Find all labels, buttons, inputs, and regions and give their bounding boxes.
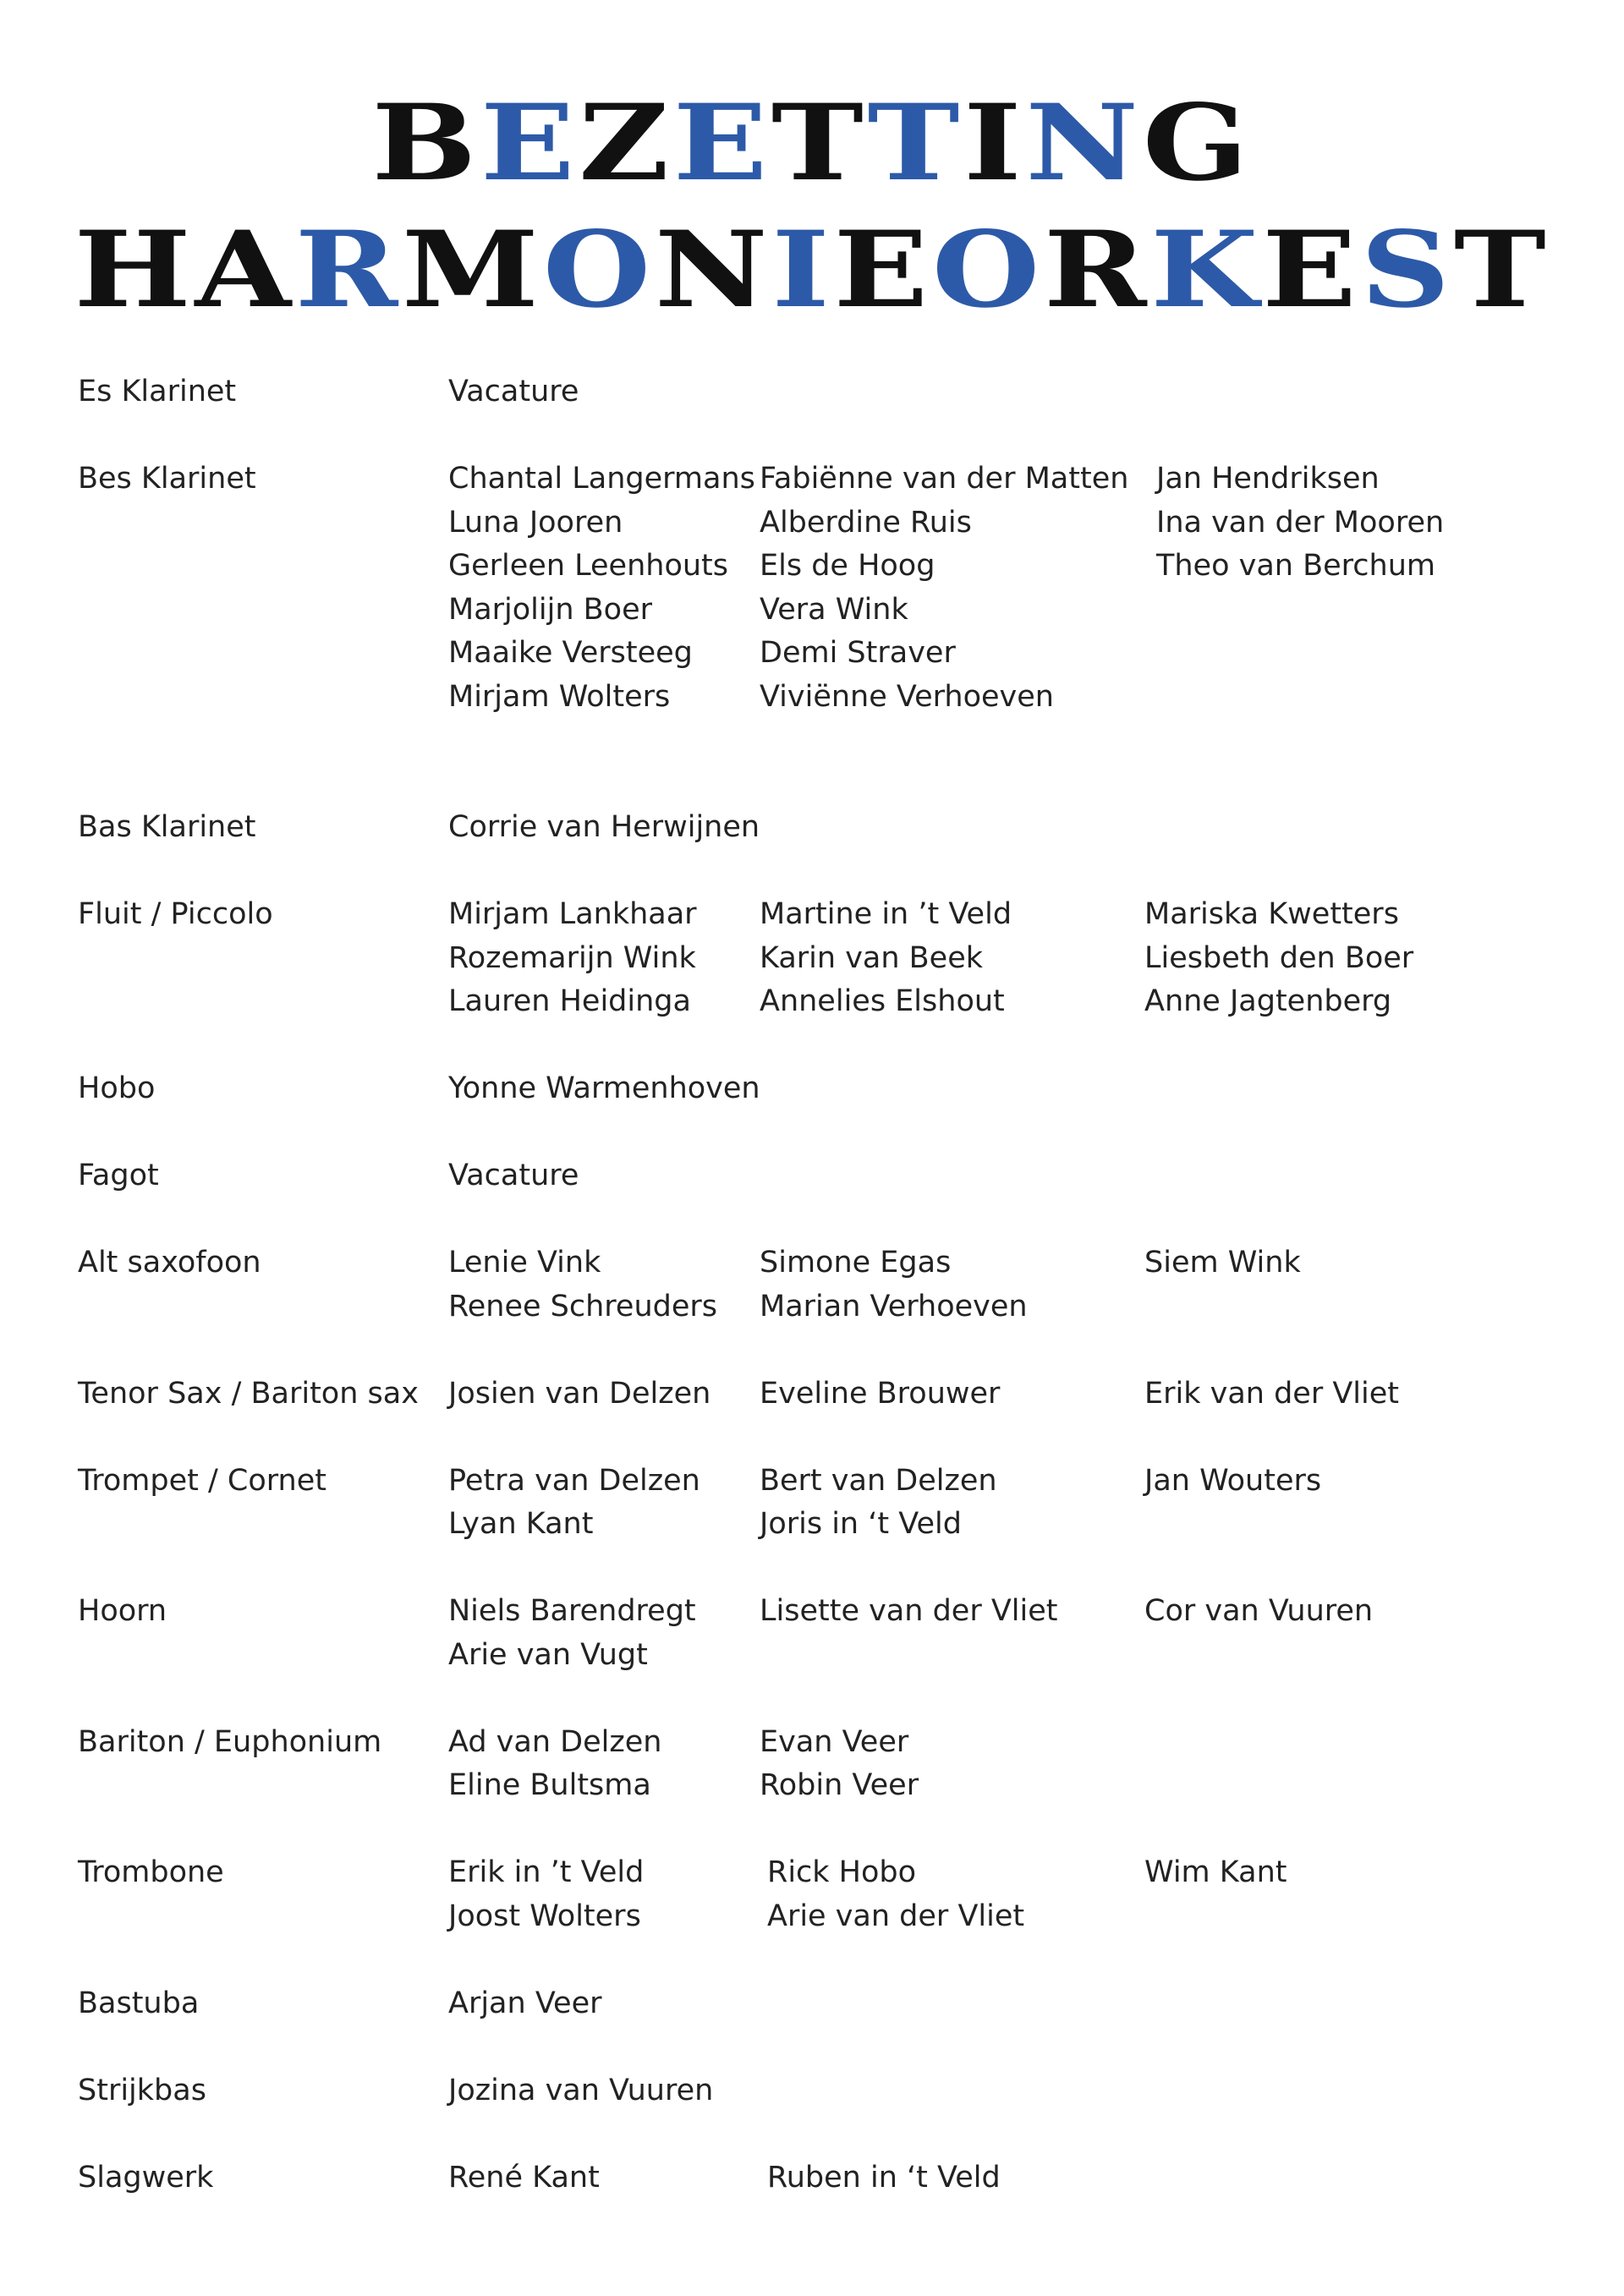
section-tenor-bariton-sax: [78, 1373, 1566, 1417]
member-name: Ruben in ‘t Veld: [767, 2160, 1001, 2195]
member-name: Maaike Versteeg: [448, 636, 693, 670]
member-name: Gerleen Leenhouts: [448, 549, 729, 583]
title-letter: H: [74, 209, 195, 332]
instrument-label: Alt saxofoon: [78, 1246, 261, 1280]
title-letter: T: [771, 82, 868, 205]
instrument-label: Bariton / Euphonium: [78, 1724, 382, 1759]
title-letter: O: [542, 209, 655, 332]
section-alt-saxofoon: [78, 1241, 1566, 1329]
member-column: [760, 1721, 1144, 1808]
member-name: Robin Veer: [760, 1768, 919, 1802]
member-column: [1144, 1241, 1483, 1285]
member-name: Anne Jagtenberg: [1144, 984, 1392, 1018]
member-name: Rozemarijn Wink: [448, 940, 696, 975]
member-name: Arie van der Vliet: [767, 1899, 1025, 1933]
member-name: Erik van der Vliet: [1144, 1376, 1400, 1411]
member-name: Corrie van Herwijnen: [448, 810, 760, 844]
member-column: [1144, 1590, 1483, 1634]
member-name: Yonne Warmenhoven: [448, 1071, 760, 1105]
member-column: [448, 1154, 760, 1198]
member-column: [1144, 893, 1483, 1024]
member-name: Lenie Vink: [448, 1246, 601, 1280]
title-letter: E: [480, 82, 579, 205]
instrument-label: Fluit / Piccolo: [78, 897, 273, 931]
title-letter: O: [931, 209, 1044, 332]
member-column: [448, 458, 760, 719]
instrument-label: Es Klarinet: [78, 375, 237, 408]
member-name: Martine in ’t Veld: [760, 897, 1012, 931]
member-name: Petra van Delzen: [448, 1463, 700, 1498]
instrument-label: Strijkbas: [78, 2073, 206, 2107]
member-name: Wim Kant: [1144, 1855, 1287, 1889]
member-name: Demi Straver: [760, 636, 956, 670]
member-column: [760, 458, 1156, 719]
title-letter: S: [1360, 209, 1454, 332]
member-column: [448, 1590, 760, 1677]
member-name: Luna Jooren: [448, 505, 623, 540]
instrument-label: Bas Klarinet: [78, 810, 256, 844]
member-column: [760, 1241, 1144, 1329]
title-letter: R: [1043, 209, 1151, 332]
roster: [78, 370, 1566, 2244]
member-name: Arjan Veer: [448, 1986, 602, 2020]
title-letter: I: [963, 82, 1026, 205]
section-hobo: [78, 1067, 1566, 1111]
member-column: [448, 806, 760, 850]
section-trombone: [78, 1851, 1566, 1938]
member-name: Siem Wink: [1144, 1246, 1301, 1280]
member-name: Mariska Kwetters: [1144, 897, 1399, 931]
section-bariton-euphonium: [78, 1721, 1566, 1808]
member-name: Chantal Langermans: [448, 462, 755, 496]
member-column: [448, 1982, 760, 2026]
page-title: [0, 80, 1624, 334]
member-name: Jozina van Vuuren: [448, 2073, 714, 2107]
title-letter: M: [402, 209, 543, 332]
member-column: [760, 2156, 1144, 2200]
member-name: Fabiënne van der Matten: [760, 462, 1129, 496]
member-name: Ina van der Mooren: [1156, 505, 1445, 540]
member-column: [1144, 1851, 1483, 1895]
member-name: Eveline Brouwer: [760, 1376, 1001, 1411]
member-name: Karin van Beek: [760, 940, 984, 975]
title-line-1: [0, 80, 1624, 207]
title-letter: K: [1150, 209, 1263, 332]
member-name: Jan Hendriksen: [1156, 462, 1380, 496]
title-letter: Z: [579, 82, 673, 205]
member-name: Cor van Vuuren: [1144, 1594, 1374, 1628]
member-name: Josien van Delzen: [448, 1376, 711, 1411]
member-name: Mirjam Wolters: [448, 679, 671, 714]
member-name: Vacature: [448, 1159, 579, 1192]
member-name: Eline Bultsma: [448, 1768, 651, 1802]
section-trompet-cornet: [78, 1460, 1566, 1547]
title-letter: I: [771, 209, 834, 332]
member-name: Mirjam Lankhaar: [448, 897, 697, 931]
member-name: Vacature: [448, 375, 579, 408]
title-line-2: [0, 207, 1624, 334]
member-name: Joris in ‘t Veld: [760, 1507, 962, 1541]
member-name: Lauren Heidinga: [448, 984, 691, 1018]
section-fagot: [78, 1154, 1566, 1198]
member-column: [760, 893, 1144, 1024]
member-name: Erik in ’t Veld: [448, 1855, 645, 1889]
title-letter: T: [1453, 209, 1550, 332]
instrument-label: Fagot: [78, 1159, 159, 1192]
instrument-label: Trompet / Cornet: [78, 1463, 326, 1498]
member-column: [760, 1851, 1144, 1938]
member-column: [448, 370, 760, 414]
section-bastuba: [78, 1982, 1566, 2026]
member-column: [1144, 1460, 1483, 1504]
member-name: Lyan Kant: [448, 1507, 594, 1541]
title-letter: E: [833, 209, 932, 332]
member-name: Theo van Berchum: [1156, 549, 1435, 583]
member-column: [760, 1590, 1144, 1634]
member-column: [448, 1460, 760, 1547]
title-letter: E: [672, 82, 771, 205]
member-column: [448, 1241, 760, 1329]
member-name: Alberdine Ruis: [760, 505, 972, 540]
member-name: Marjolijn Boer: [448, 592, 653, 627]
member-column: [448, 2069, 760, 2113]
member-name: Arie van Vugt: [448, 1637, 648, 1672]
instrument-label: Hobo: [78, 1071, 156, 1105]
section-slagwerk: [78, 2156, 1566, 2200]
instrument-label: Bes Klarinet: [78, 462, 256, 496]
member-name: Bert van Delzen: [760, 1463, 997, 1498]
member-column: [448, 1373, 760, 1417]
member-name: Rick Hobo: [767, 1855, 917, 1889]
title-letter: T: [867, 82, 964, 205]
member-column: [760, 1460, 1144, 1547]
member-column: [448, 1067, 760, 1111]
member-column: [448, 1721, 760, 1808]
member-column: [1144, 1373, 1483, 1417]
member-name: Ad van Delzen: [448, 1724, 662, 1759]
instrument-label: Bastuba: [78, 1986, 200, 2020]
member-name: René Kant: [448, 2160, 600, 2195]
member-name: Annelies Elshout: [760, 984, 1005, 1018]
section-hoorn: [78, 1590, 1566, 1677]
member-name: Niels Barendregt: [448, 1594, 696, 1628]
member-column: [760, 1373, 1144, 1417]
member-name: Evan Veer: [760, 1724, 909, 1759]
title-letter: E: [1262, 209, 1361, 332]
member-name: Liesbeth den Boer: [1144, 940, 1414, 975]
member-name: Vera Wink: [760, 592, 908, 627]
title-letter: B: [371, 82, 480, 205]
member-name: Viviënne Verhoeven: [760, 679, 1054, 714]
section-es-klarinet: [78, 370, 1566, 414]
member-column: [448, 893, 760, 1024]
title-letter: R: [294, 209, 403, 332]
member-name: Lisette van der Vliet: [760, 1594, 1058, 1628]
member-name: Els de Hoog: [760, 549, 935, 583]
instrument-label: Tenor Sax / Bariton sax: [78, 1376, 419, 1411]
member-name: Renee Schreuders: [448, 1289, 718, 1323]
instrument-label: Hoorn: [78, 1594, 167, 1628]
member-name: Joost Wolters: [448, 1899, 641, 1933]
title-letter: N: [654, 209, 772, 332]
title-letter: G: [1142, 82, 1253, 205]
section-strijkbas: [78, 2069, 1566, 2113]
member-name: Marian Verhoeven: [760, 1289, 1028, 1323]
member-column: [448, 1851, 760, 1938]
section-bes-klarinet: [78, 458, 1566, 719]
member-column: [1156, 458, 1495, 589]
member-name: Simone Egas: [760, 1246, 952, 1280]
section-fluit-piccolo: [78, 893, 1566, 1024]
title-letter: A: [195, 209, 295, 332]
member-name: Jan Wouters: [1144, 1463, 1322, 1498]
instrument-label: Trombone: [78, 1855, 224, 1889]
title-letter: N: [1025, 82, 1143, 205]
instrument-label: Slagwerk: [78, 2160, 214, 2195]
member-column: [448, 2156, 760, 2200]
section-bas-klarinet: [78, 806, 1566, 850]
